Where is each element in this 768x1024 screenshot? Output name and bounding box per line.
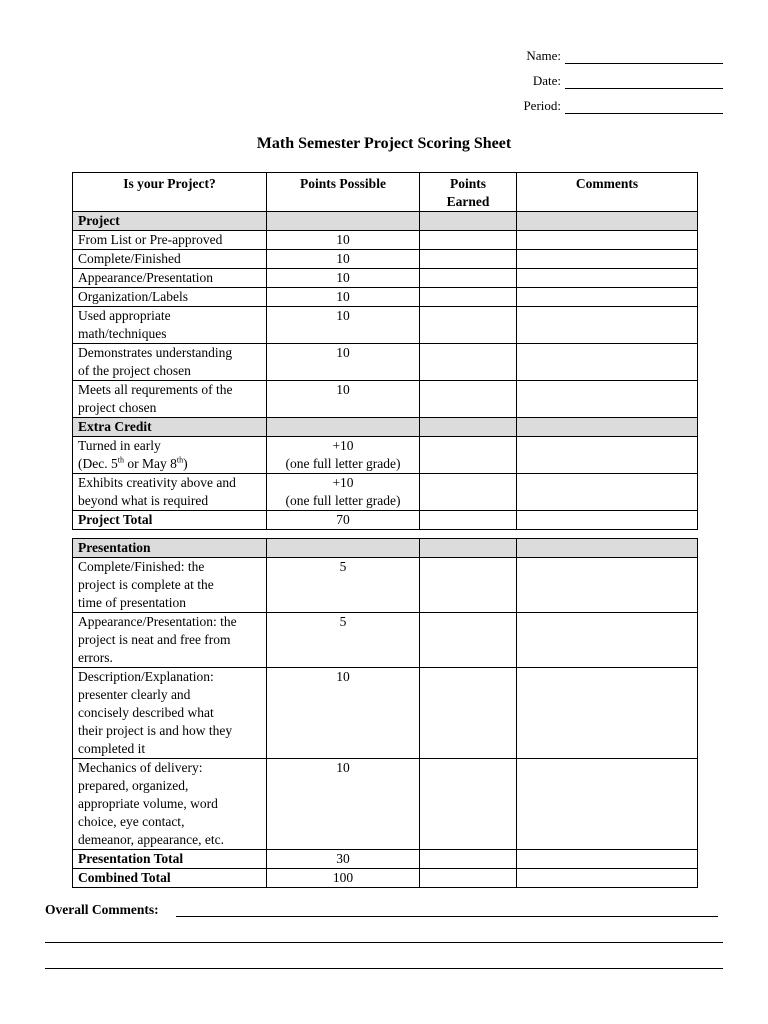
points-earned-cell[interactable] (420, 869, 517, 888)
points-possible-cell: 10 (267, 381, 420, 418)
points-earned-cell[interactable] (420, 307, 517, 344)
section-label: Project (73, 212, 267, 231)
criteria-cell: Complete/Finished (73, 250, 267, 269)
table-row (73, 759, 698, 850)
points-earned-cell[interactable] (420, 511, 517, 530)
points-earned-cell[interactable] (420, 250, 517, 269)
section-row-project (73, 212, 698, 231)
criteria-header: Is your Project? (73, 173, 267, 212)
points-possible-cell: 5 (267, 613, 420, 668)
points-possible-header: Points Possible (267, 173, 420, 212)
comments-cell[interactable] (517, 381, 698, 418)
table-row (73, 381, 698, 418)
criteria-cell: Turned in early (Dec. 5th or May 8th) (73, 437, 267, 474)
comments-cell[interactable] (517, 474, 698, 511)
period-input-line[interactable] (565, 99, 723, 114)
criteria-cell: Appearance/Presentation (73, 269, 267, 288)
section-label: Presentation (73, 539, 267, 558)
section-label: Extra Credit (73, 418, 267, 437)
comments-cell[interactable] (517, 288, 698, 307)
total-points: 70 (267, 511, 420, 530)
page-title: Math Semester Project Scoring Sheet (256, 135, 512, 152)
overall-comments-label: Overall Comments: (45, 902, 159, 917)
project-rows (73, 231, 698, 418)
comments-cell[interactable] (517, 850, 698, 869)
points-earned-cell[interactable] (420, 269, 517, 288)
comments-line[interactable] (45, 968, 723, 969)
points-possible-cell: 10 (267, 231, 420, 250)
project-scoring-table (72, 172, 698, 530)
date-label: Date: (532, 73, 561, 88)
criteria-cell: From List or Pre-approved (73, 231, 267, 250)
section-row-extra-credit (73, 418, 698, 437)
comments-cell[interactable] (517, 558, 698, 613)
criteria-cell: Exhibits creativity above and beyond what is required (73, 474, 267, 511)
points-possible-cell: 5 (267, 558, 420, 613)
points-earned-cell[interactable] (420, 231, 517, 250)
points-earned-cell[interactable] (420, 850, 517, 869)
points-earned-header: Points Earned (420, 173, 517, 212)
points-possible-cell: 10 (267, 307, 420, 344)
points-earned-cell[interactable] (420, 437, 517, 474)
points-earned-cell[interactable] (420, 759, 517, 850)
project-total-row (73, 511, 698, 530)
total-label: Project Total (73, 511, 267, 530)
points-earned-cell[interactable] (420, 344, 517, 381)
criteria-cell: Mechanics of delivery: prepared, organized, appropriate volume, word choice, eye contact, demeanor, appearance, etc. (73, 759, 267, 850)
comments-cell[interactable] (517, 511, 698, 530)
table-row (73, 344, 698, 381)
points-possible-cell: 10 (267, 344, 420, 381)
section-row-presentation (73, 539, 698, 558)
table-header-row (73, 173, 698, 212)
combined-total-row (73, 869, 698, 888)
criteria-cell: Used appropriate math/techniques (73, 307, 267, 344)
combined-points: 100 (267, 869, 420, 888)
total-label: Presentation Total (73, 850, 267, 869)
combined-label: Combined Total (73, 869, 267, 888)
table-row (73, 474, 698, 511)
points-possible-cell: +10 (one full letter grade) (267, 474, 420, 511)
comments-cell[interactable] (517, 269, 698, 288)
points-earned-cell[interactable] (420, 668, 517, 759)
period-field[interactable] (523, 98, 723, 114)
comments-cell[interactable] (517, 668, 698, 759)
comments-cell[interactable] (517, 759, 698, 850)
table-row (73, 231, 698, 250)
presentation-total-row (73, 850, 698, 869)
comments-cell[interactable] (517, 344, 698, 381)
table-row (73, 269, 698, 288)
comments-line[interactable] (45, 942, 723, 943)
points-possible-cell: 10 (267, 668, 420, 759)
criteria-cell: Appearance/Presentation: the project is neat and free from errors. (73, 613, 267, 668)
name-input-line[interactable] (565, 49, 723, 64)
presentation-rows (73, 558, 698, 850)
comments-cell[interactable] (517, 613, 698, 668)
criteria-cell: Organization/Labels (73, 288, 267, 307)
name-field[interactable] (526, 48, 723, 64)
criteria-cell: Meets all requrements of the project chosen (73, 381, 267, 418)
comments-cell[interactable] (517, 869, 698, 888)
table-row (73, 437, 698, 474)
criteria-cell: Complete/Finished: the project is complete at the time of presentation (73, 558, 267, 613)
comments-cell[interactable] (517, 307, 698, 344)
comments-cell[interactable] (517, 231, 698, 250)
criteria-cell: Demonstrates understanding of the project chosen (73, 344, 267, 381)
points-possible-cell: 10 (267, 250, 420, 269)
points-earned-cell[interactable] (420, 474, 517, 511)
table-row (73, 668, 698, 759)
points-earned-cell[interactable] (420, 613, 517, 668)
points-possible-cell: 10 (267, 288, 420, 307)
period-label: Period: (523, 98, 561, 113)
points-possible-cell: 10 (267, 269, 420, 288)
points-earned-cell[interactable] (420, 381, 517, 418)
points-possible-cell: 10 (267, 759, 420, 850)
table-row (73, 558, 698, 613)
comments-cell[interactable] (517, 250, 698, 269)
comments-header: Comments (517, 173, 698, 212)
overall-comments-line[interactable] (176, 916, 718, 917)
table-row (73, 307, 698, 344)
points-earned-cell[interactable] (420, 558, 517, 613)
points-possible-cell: +10 (one full letter grade) (267, 437, 420, 474)
name-label: Name: (526, 48, 561, 63)
table-row (73, 288, 698, 307)
date-field[interactable] (533, 73, 723, 89)
total-points: 30 (267, 850, 420, 869)
comments-cell[interactable] (517, 437, 698, 474)
date-input-line[interactable] (565, 74, 723, 89)
table-row (73, 613, 698, 668)
points-earned-cell[interactable] (420, 288, 517, 307)
table-row (73, 250, 698, 269)
criteria-cell: Description/Explanation: presenter clearly and concisely described what their project is and how they completed it (73, 668, 267, 759)
presentation-scoring-table (72, 538, 698, 888)
